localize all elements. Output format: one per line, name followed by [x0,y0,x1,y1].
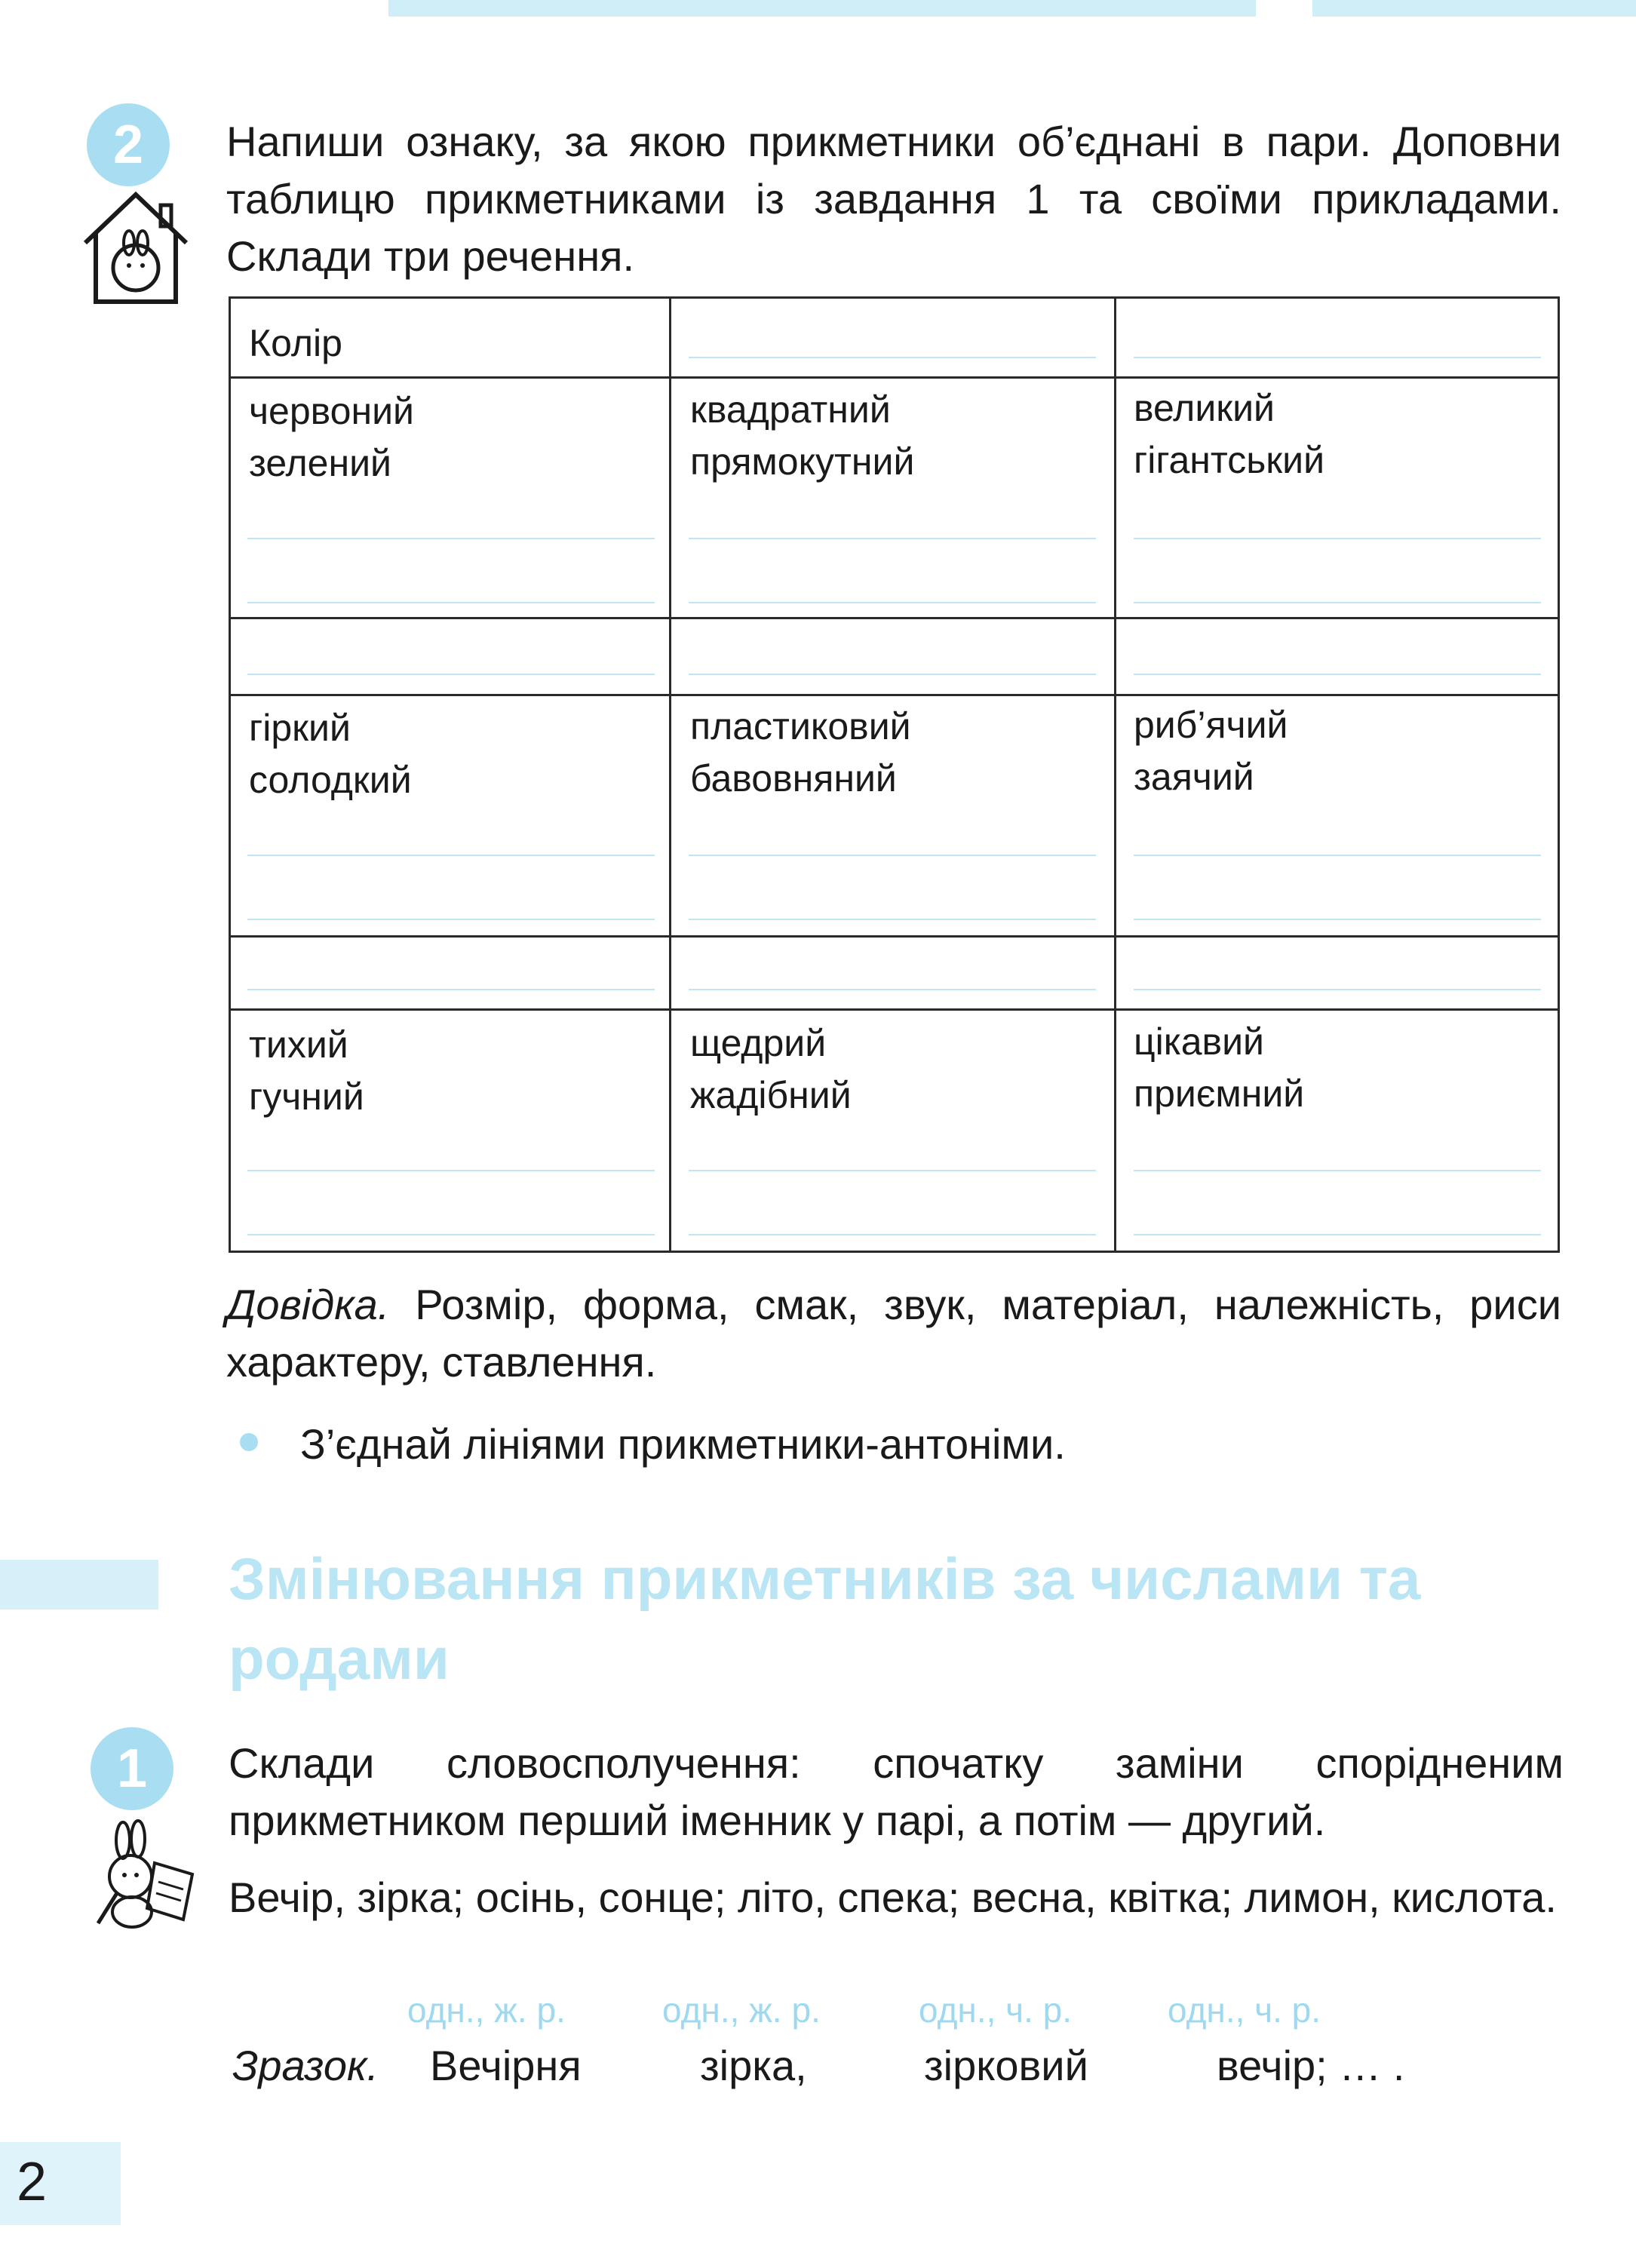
writing-line[interactable] [247,674,655,675]
page-number: 2 [17,2152,48,2212]
table-border-top [229,296,1560,299]
writing-line[interactable] [1134,357,1541,358]
grammar-label: одн., ж. р. [407,1990,566,2030]
writing-line[interactable] [689,1170,1096,1171]
top-band-1 [388,0,1256,17]
example-word: Вечірня [430,2042,582,2089]
table-cell: великий гігантський [1134,387,1325,481]
task-1-words: Вечір, зірка; осінь, сонце; літо, спека; весна, квітка; лимон, кислота. [229,1874,1557,1921]
top-band-2 [1312,0,1636,17]
table-cell: гіркий солодкий [249,707,412,801]
reference-note [226,1276,1561,1391]
table-cell: червоний зелений [249,390,414,484]
bullet-task: З’єднай лініями прикметники-антоніми. [300,1420,1066,1468]
bunny-writing-icon [87,1818,200,1931]
table-row-border [229,617,1560,619]
writing-line[interactable] [689,602,1096,603]
table-cell: щедрий жадібний [690,1022,852,1116]
writing-line[interactable] [247,989,655,990]
writing-line[interactable] [689,989,1096,990]
writing-line[interactable] [689,674,1096,675]
writing-line[interactable] [1134,919,1541,920]
grammar-label: одн., ч. р. [919,1990,1073,2030]
writing-line[interactable] [689,855,1096,856]
task-number-badge: 1 [91,1727,173,1810]
writing-line[interactable] [689,1234,1096,1235]
homework-house-icon [79,189,192,309]
table-header-label: Колір [249,322,342,364]
example-word: вечір; … . [1217,2042,1405,2089]
table-border-bottom [229,1251,1560,1253]
grammar-label: одн., ч. р. [1168,1990,1321,2030]
section-heading-band [0,1560,158,1610]
table-cell: пластиковий бавовняний [690,705,911,799]
example-word: зірка, [700,2042,807,2089]
writing-line[interactable] [247,1170,655,1171]
bullet-dot [240,1433,258,1451]
grammar-label: одн., ж. р. [662,1990,821,2030]
table-cell: риб’ячий заячий [1134,704,1288,798]
table-cell: тихий гучний [249,1024,364,1118]
writing-line[interactable] [247,602,655,603]
writing-line[interactable] [1134,1170,1541,1171]
writing-line[interactable] [1134,602,1541,603]
writing-line[interactable] [247,919,655,920]
writing-line[interactable] [1134,674,1541,675]
table-border-right [1558,296,1560,1253]
reference-text: Розмір, форма, смак, звук, матеріал, належність, риси характеру, ставлення. [226,1281,1561,1386]
task-1-instruction: Склади словосполучення: спочатку заміни спорідненим прикметником перший іменник у парі, а потім — другий. [229,1739,1564,1844]
section-heading: Змінювання прикметників за числами та родами [229,1545,1421,1692]
writing-line[interactable] [247,538,655,539]
writing-line[interactable] [247,1234,655,1235]
writing-line[interactable] [1134,538,1541,539]
writing-line[interactable] [689,538,1096,539]
table-cell: цікавий приємний [1134,1020,1305,1115]
reference-label: Довідка. [226,1281,390,1328]
example-label: Зразок. [232,2042,379,2089]
task-number-badge: 2 [87,103,170,186]
writing-line[interactable] [1134,989,1541,990]
writing-line[interactable] [689,357,1096,358]
task-2-instruction: Напиши ознаку, за якою прикметники об’єднані в пари. Доповни таблицю прикметниками із завдання 1 та своїми прикладами. Склади три речення. [226,118,1561,280]
table-col-border [669,296,671,1253]
table-border-left [229,296,231,1253]
table-cell: квадратний прямокутний [690,388,915,483]
table-row-border [229,935,1560,938]
table-row-border [229,376,1560,379]
table-row-border [229,1008,1560,1011]
writing-line[interactable] [247,855,655,856]
table-row-border [229,694,1560,696]
writing-line[interactable] [1134,855,1541,856]
writing-line[interactable] [689,919,1096,920]
example-line [232,2041,1575,2101]
writing-line[interactable] [1134,1234,1541,1235]
table-col-border [1114,296,1116,1253]
adjectives-table [229,296,1560,1253]
example-word: зірковий [924,2042,1088,2089]
